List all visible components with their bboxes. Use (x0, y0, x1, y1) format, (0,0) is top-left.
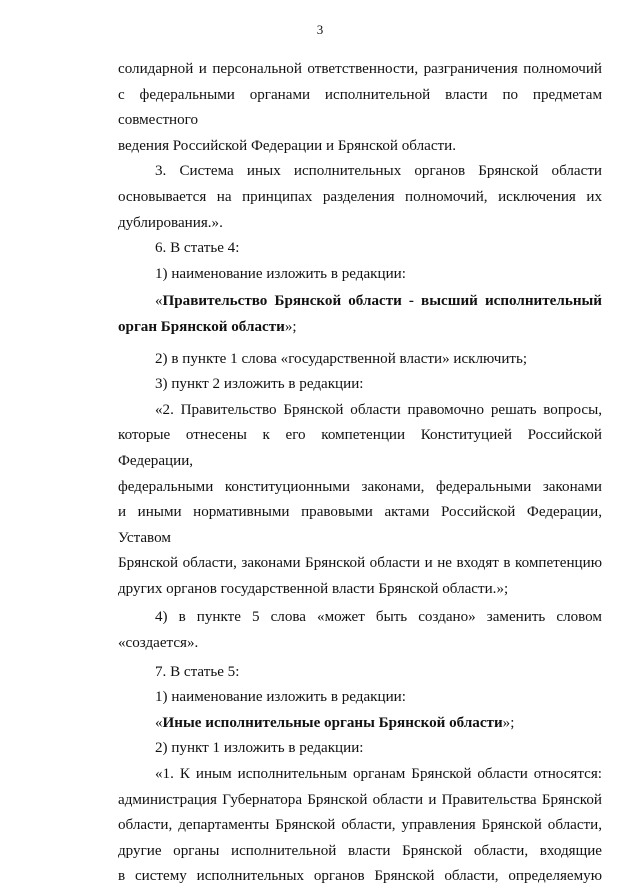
document-body (118, 57, 602, 890)
text-line: федеральными конституционными законами, федеральными законами (118, 478, 602, 495)
paragraph-item-3 (118, 159, 602, 236)
text-line: ведения Российской Федерации и Брянской области. (118, 137, 456, 154)
text-line: «1. К иным исполнительным органам Брянской области относятся: (155, 766, 602, 783)
page-number: 3 (316, 22, 324, 37)
text-line: «2. Правительство Брянской области правомочно решать вопросы, (155, 401, 602, 418)
text-line (118, 315, 602, 341)
paragraph-subitem: 1) наименование изложить в редакции: (155, 265, 406, 282)
text-line: дублирования.». (118, 214, 223, 231)
text-line: солидарной и персональной ответственности, разграничения полномочий (118, 61, 602, 77)
text-line: других органов государственной власти Брянской области.»; (118, 580, 509, 597)
text-line: с федеральными органами исполнительной власти по предметам совместного (118, 86, 602, 129)
bold-title-part-1: Правительство Брянской области - высший исполнительный (162, 293, 602, 310)
paragraph-article-5-heading: 7. В статье 5: (155, 663, 240, 680)
paragraph-subitem: 1) наименование изложить в редакции: (155, 689, 406, 706)
quote-open: « (155, 714, 163, 731)
paragraph-subitem-4 (118, 605, 602, 656)
paragraph-bold-title (118, 711, 602, 737)
text-line (118, 289, 602, 315)
text-line: «создается». (118, 635, 199, 652)
bold-title: Иные исполнительные органы Брянской области (162, 714, 503, 731)
quote-close: »; (284, 318, 297, 335)
text-line: которые отнесены к его компетенции Конституцией Российской Федерации, (118, 427, 602, 469)
bold-title-part-2: орган Брянской области (118, 318, 285, 335)
text-line: 3. Система иных исполнительных органов Брянской области (155, 163, 602, 180)
paragraph-subitem: 2) пункт 1 изложить в редакции: (155, 740, 364, 757)
paragraph-quoted-item-2 (118, 398, 602, 603)
quote-close: »; (502, 714, 515, 731)
text-line: Брянской области, законами Брянской области и не входят в компетенцию (118, 555, 602, 572)
text-line: в систему исполнительных органов Брянской области, определяемую (118, 868, 602, 885)
text-line: области, департаменты Брянской области, управления Брянской области, (118, 817, 602, 834)
paragraph-bold-title (118, 289, 602, 340)
paragraph-article-4-heading: 6. В статье 4: (155, 240, 240, 257)
paragraph-quoted-item-1 (118, 762, 602, 890)
text-line: 4) в пункте 5 слова «может быть создано» заменить словом (155, 609, 602, 626)
text-line: администрация Губернатора Брянской области и Правительства Брянской (118, 791, 602, 808)
text-line: другие органы исполнительной власти Брянской области, входящие (118, 842, 602, 859)
text-line: основывается на принципах разделения полномочий, исключения их (118, 188, 602, 205)
paragraph-subitem: 2) в пункте 1 слова «государственной власти» исключить; (155, 350, 528, 367)
paragraph-continuation (118, 57, 602, 159)
paragraph-subitem: 3) пункт 2 изложить в редакции: (155, 376, 364, 393)
text-line: и иными нормативными правовыми актами Российской Федерации, Уставом (118, 504, 602, 546)
quote-open: « (155, 293, 163, 310)
